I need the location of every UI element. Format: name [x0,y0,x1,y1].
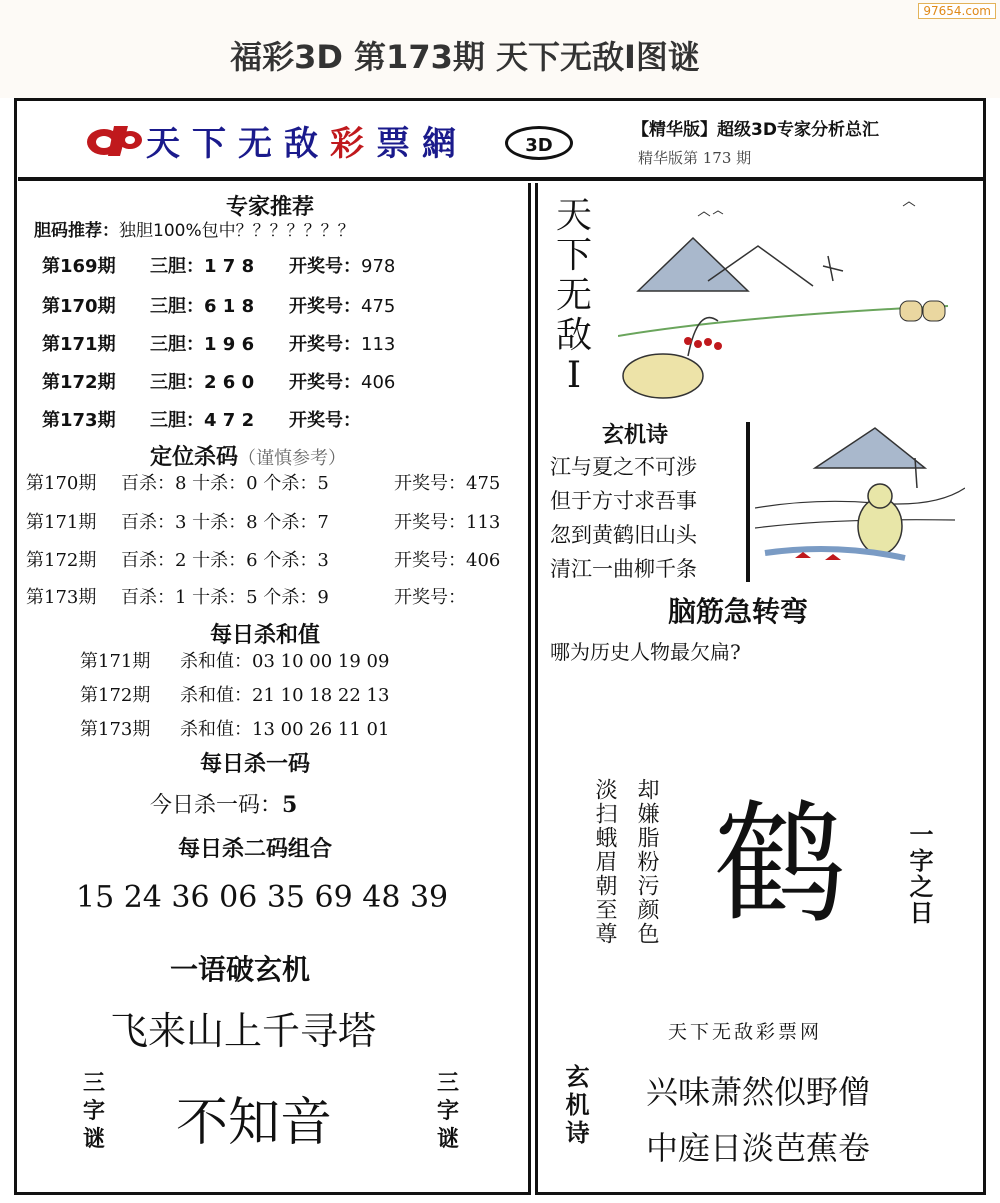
draw-value: 113 [361,334,396,355]
draw-label: 开奖号： [289,256,361,277]
one-char-label: 一字之日 [905,822,933,926]
sandan-draw [289,252,489,278]
position-kills: 百杀：2 十杀：6 个杀：3 [121,550,329,571]
logo-text-main: 天下无敌 [146,124,330,164]
sandan-draw [289,406,489,432]
yiyu-title: 一语破玄机 [170,953,311,986]
kill-one-value: 5 [282,792,298,818]
kill-one-title: 每日杀一码 [199,752,310,777]
brain-teaser-title: 脑筋急转弯 [668,595,809,628]
position-kills: 百杀：8 十杀：0 个杀：5 [121,473,329,494]
position-kills: 百杀：3 十杀：8 个杀：7 [121,512,329,533]
kill-one-label: 今日杀一码： [150,793,283,818]
position-kill-row [26,546,521,572]
kill-two-numbers: 15 24 36 06 35 69 48 39 [76,880,449,915]
draw-value: 406 [361,372,396,393]
sum-values: 杀和值：03 10 00 19 09 [180,651,390,672]
column-divider [528,183,538,1195]
couplet-right: 却嫌脂粉污颜色 [634,778,659,946]
poem2-label: 玄机诗 [561,1064,589,1148]
sandan-value: 1 7 8 [204,256,255,277]
polar-bear-illustration [755,408,965,583]
sum-kill-row [80,681,390,707]
sandan-draw [289,292,489,318]
sandan-period: 第171期 [42,334,116,355]
page-title: 福彩3D 第173期 天下无敌Ⅰ图谜 [230,38,700,76]
vertical-title: 天下无敌Ⅰ [555,195,592,396]
position-kill-header [150,440,346,471]
sum-period: 第172期 [80,685,151,706]
draw-label: 开奖号： [289,296,361,317]
sandan-label: 三胆： [150,256,204,277]
header-issue: 精华版第 173 期 [638,149,752,167]
sanzi-label-right-text: 三字谜 [436,1071,459,1152]
poem2-line: 中庭日淡芭蕉卷 [646,1129,871,1167]
sanzi-label-right [418,1070,478,1154]
sandan-row [42,292,396,318]
sandan-period: 第172期 [42,372,116,393]
sanzi-answer: 不知音 [176,1093,333,1153]
dan-label: 胆码推荐： [34,221,119,241]
sandan-value: 1 9 6 [204,334,255,355]
sandan-label: 三胆： [150,334,204,355]
draw-value: 978 [361,256,396,277]
watermark: 97654.com [918,3,996,19]
position-kill-row [26,469,521,495]
position-draw: 开奖号：113 [394,512,501,533]
position-kill-title: 定位杀码 [150,445,239,470]
sandan-row [42,252,396,278]
draw-label: 开奖号： [289,372,361,393]
dan-text: 独胆100%包中？？？？？？？ [119,221,355,241]
sum-values: 杀和值：13 00 26 11 01 [180,719,390,740]
draw-value: 475 [361,296,396,317]
3d-badge: 3D [505,126,573,160]
lottery-logo-icon [84,122,144,160]
poem-lines [550,450,697,586]
brain-teaser-question: 哪为历史人物最欠扁? [550,640,741,664]
yiyu-text: 飞来山上千寻塔 [110,1009,377,1053]
expert-title: 专家推荐 [225,195,314,220]
position-period: 第173期 [26,587,97,608]
sandan-label: 三胆： [150,410,204,431]
sum-kill-title: 每日杀和值 [209,623,320,648]
sandan-period: 第173期 [42,410,116,431]
logo-text-tail: 票網 [376,124,468,164]
poem-title: 玄机诗 [601,423,668,448]
draw-label: 开奖号： [289,410,361,431]
site-logo-text [146,116,468,165]
position-kill-note: （谨慎参考） [238,448,347,469]
kill-one-line [150,788,297,819]
sandan-value: 2 6 0 [204,372,255,393]
riddle-big-character: 鹤 [714,788,846,942]
sandan-row [42,406,361,432]
sum-kill-row [80,715,390,741]
position-kill-row [26,508,521,534]
poem-line: 清江一曲柳千条 [550,557,697,581]
position-period: 第172期 [26,550,97,571]
poem-line: 但于方寸求吾事 [550,489,697,513]
sandan-label: 三胆： [150,372,204,393]
sum-period: 第173期 [80,719,151,740]
position-period: 第170期 [26,473,97,494]
sandan-period: 第170期 [42,296,116,317]
sandan-draw [289,330,489,356]
sandan-row [42,368,396,394]
position-kills: 百杀：1 十杀：5 个杀：9 [121,587,329,608]
sandan-label: 三胆： [150,296,204,317]
sandan-value: 6 1 8 [204,296,255,317]
position-draw: 开奖号：475 [394,473,501,494]
site-name: 天下无敌彩票网 [668,1021,823,1043]
poem-line: 江与夏之不可涉 [550,455,697,479]
position-draw: 开奖号：406 [394,550,501,571]
mountain-landscape-illustration [618,196,968,406]
poem2-lines [646,1064,870,1176]
sum-values: 杀和值：21 10 18 22 13 [180,685,390,706]
poem-line: 忽到黄鹤旧山头 [550,523,697,547]
sandan-period: 第169期 [42,256,116,277]
dan-recommend [34,216,355,241]
kill-two-title: 每日杀二码组合 [177,837,332,862]
logo-text-red: 彩 [330,124,376,164]
poem2-line: 兴味萧然似野僧 [646,1073,871,1111]
sanzi-label-left [64,1070,124,1160]
couplet-left: 淡扫蛾眉朝至尊 [592,778,617,946]
header-subtitle: 【精华版】超级3D专家分析总汇 [632,120,879,140]
sandan-value: 4 7 2 [204,410,255,431]
sum-period: 第171期 [80,651,151,672]
draw-label: 开奖号： [289,334,361,355]
poem-divider [746,422,750,582]
sandan-draw [289,368,489,394]
sum-kill-row [80,647,390,673]
position-draw: 开奖号： [394,587,466,608]
position-period: 第171期 [26,512,97,533]
position-kill-row [26,583,521,609]
sanzi-label-left-text: 三字谜 [82,1071,105,1152]
sandan-row [42,330,396,356]
